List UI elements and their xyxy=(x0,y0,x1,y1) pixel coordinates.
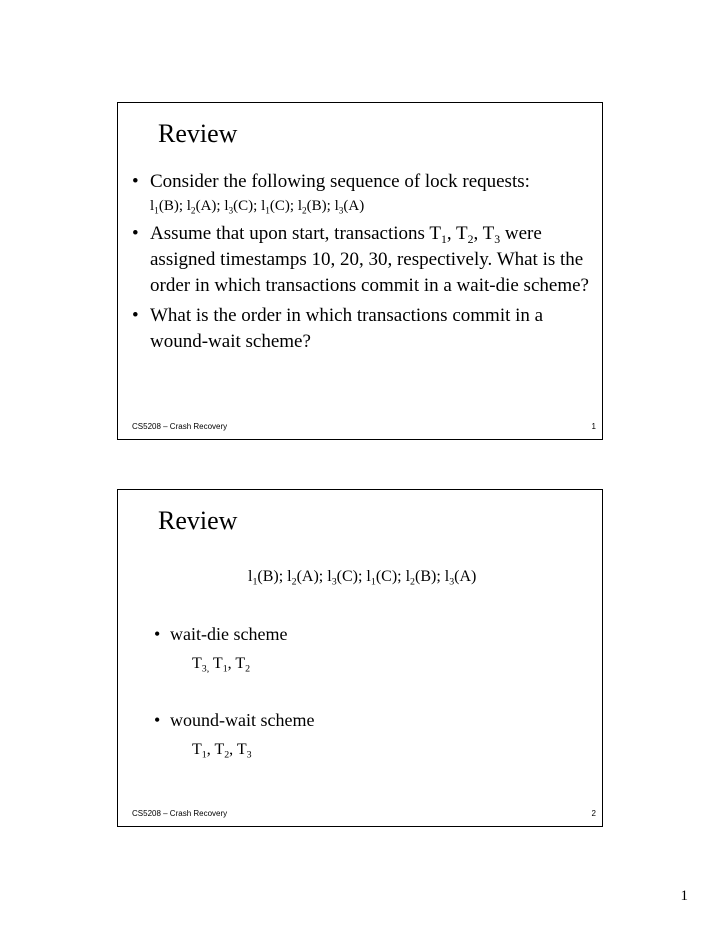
slide-footer: CS5208 – Crash Recovery xyxy=(132,422,228,431)
bullet-text: Consider the following sequence of lock requests: xyxy=(150,171,530,192)
slide-footer: CS5208 – Crash Recovery xyxy=(132,809,228,818)
slide-number: 1 xyxy=(591,422,596,431)
page-number: 1 xyxy=(680,888,688,904)
bullet-item xyxy=(130,169,596,195)
slide-title: Review xyxy=(158,506,238,535)
bullet-text: What is the order in which transactions commit in a wound-wait scheme? xyxy=(150,305,544,352)
lock-sequence: $l_1(B)$; $l_2(A)$; $l_3(C)$; $l_1(C)$; $l_2(B)$; $l_3(A)$ xyxy=(248,568,477,588)
bullet-icon: • xyxy=(132,305,139,326)
bullet-icon: • xyxy=(154,624,161,644)
bullet-text: wound-wait scheme xyxy=(170,710,315,730)
lock-sequence: $l_1(B)$; $l_2(A)$; $l_3(C)$; $l_1(C)$; $l_2(B)$; $l_3(A)$ xyxy=(150,198,365,217)
slide-1 xyxy=(117,102,603,440)
bullet-text: Assume that upon start, transactions $T_1$, $T_2$, $T_3$ were assigned timestamps 10, 20, 30, respectively. What is the order in which transactions commit in a wait-die scheme? xyxy=(150,223,589,296)
bullet-item xyxy=(154,624,287,645)
commit-order-answer: $T_{3,}$ $T_1$, $T_2$ xyxy=(192,655,251,675)
bullet-icon: • xyxy=(154,710,161,730)
bullet-item xyxy=(154,710,314,731)
bullet-list xyxy=(130,169,596,355)
slide-title: Review xyxy=(158,119,238,148)
slide-2 xyxy=(117,489,603,827)
bullet-item xyxy=(130,221,596,299)
bullet-text: wait-die scheme xyxy=(170,624,288,644)
slide-number: 2 xyxy=(591,809,596,818)
bullet-icon: • xyxy=(132,171,139,192)
bullet-item xyxy=(130,303,596,355)
bullet-icon: • xyxy=(132,223,139,244)
commit-order-answer: $T_1$, $T_2$, $T_3$ xyxy=(192,741,252,761)
